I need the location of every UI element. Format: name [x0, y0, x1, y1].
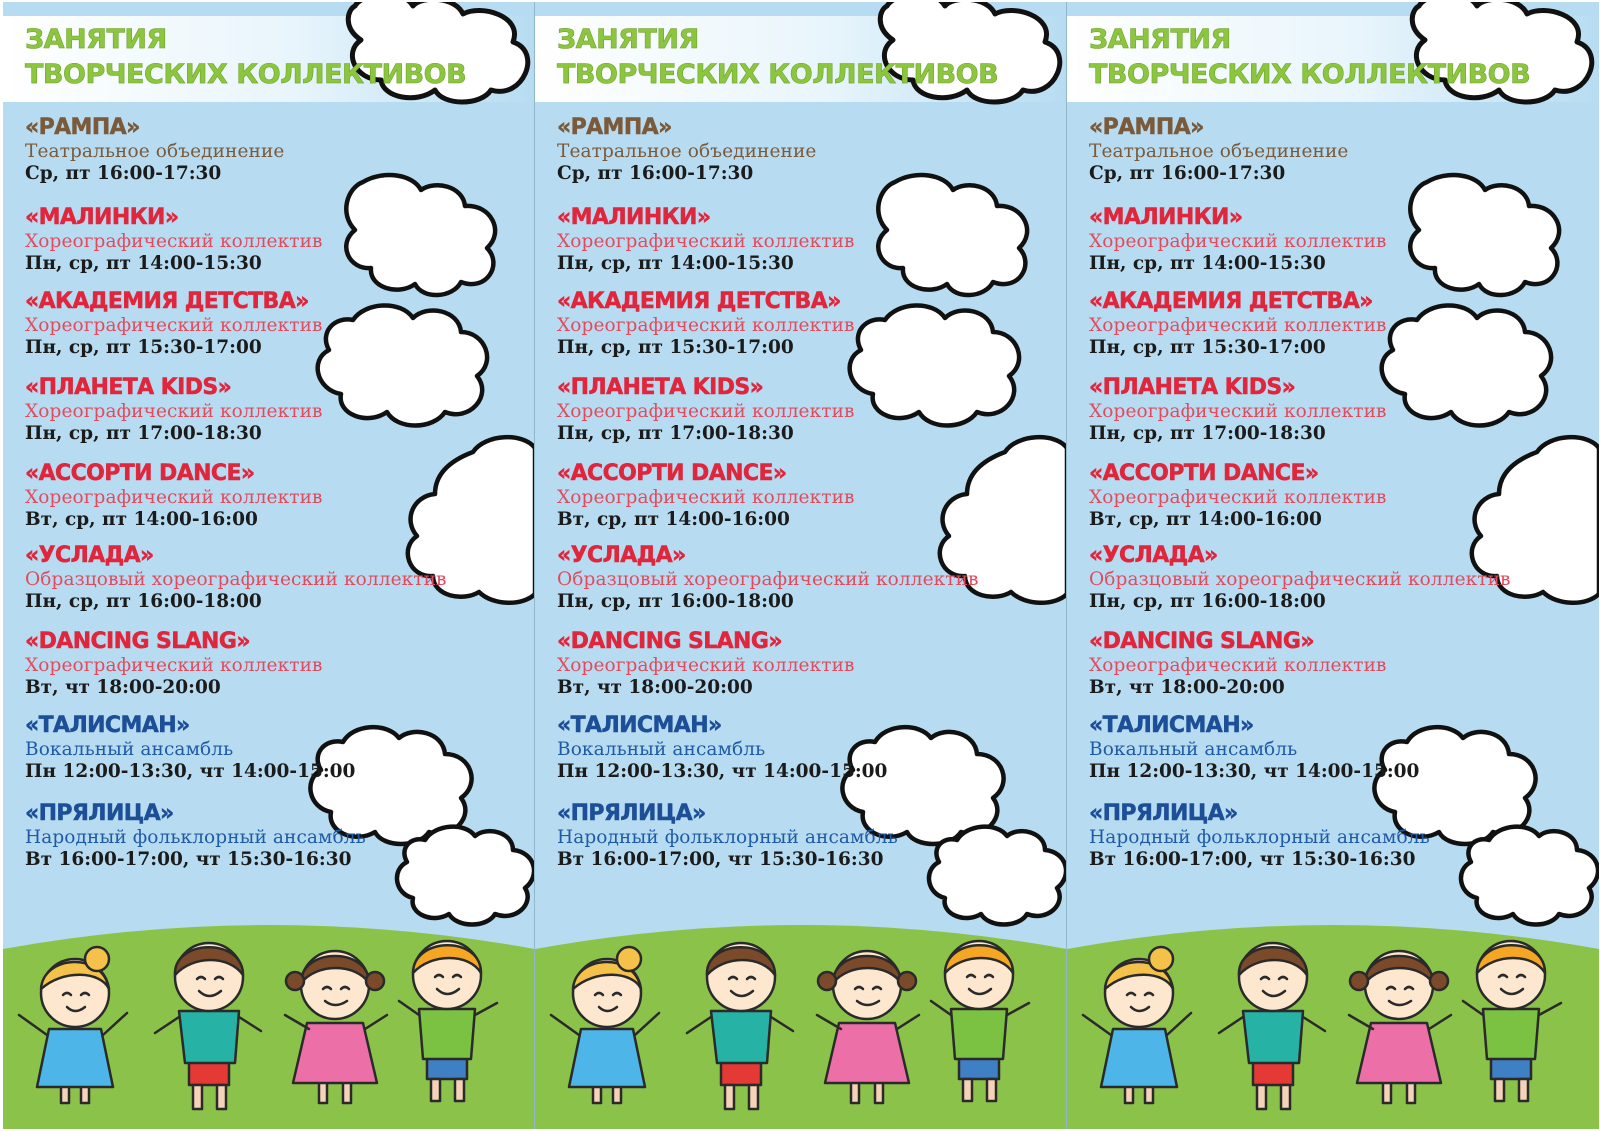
collective-type: Хореографический коллектив — [557, 231, 855, 252]
schedule-time: Вт, ср, пт 14:00-16:00 — [557, 509, 790, 530]
collective-type: Хореографический коллектив — [557, 315, 855, 336]
collective-type: Народный фольклорный ансамбль — [1089, 827, 1430, 848]
list-item — [557, 289, 1057, 359]
list-item — [557, 205, 1057, 275]
collective-name: «УСЛАДА» — [1089, 543, 1218, 568]
schedule-time: Вт 16:00-17:00, чт 15:30-16:30 — [25, 849, 352, 870]
collective-type: Хореографический коллектив — [25, 655, 323, 676]
page-title — [25, 22, 466, 92]
collective-name: «ПЛАНЕТА KIDS» — [557, 375, 764, 400]
schedule-time: Пн, ср, пт 17:00-18:30 — [25, 423, 262, 444]
schedule-time: Вт 16:00-17:00, чт 15:30-16:30 — [557, 849, 884, 870]
list-item — [25, 629, 525, 699]
list-item — [557, 115, 1057, 185]
collective-type: Хореографический коллектив — [557, 487, 855, 508]
list-item — [557, 461, 1057, 531]
collective-name: «АКАДЕМИЯ ДЕТСТВА» — [557, 289, 841, 314]
schedule-time: Вт, чт 18:00-20:00 — [25, 677, 221, 698]
collective-name: «АССОРТИ DANCE» — [1089, 461, 1319, 486]
title-line-1: ЗАНЯТИЯ — [1089, 24, 1231, 55]
list-item — [25, 543, 525, 613]
list-item — [25, 375, 525, 445]
schedule-time: Ср, пт 16:00-17:30 — [557, 163, 754, 184]
schedule-time: Пн, ср, пт 16:00-18:00 — [1089, 591, 1326, 612]
schedule-panel — [1067, 2, 1599, 1129]
collective-type: Театральное объединение — [25, 141, 285, 162]
collective-type: Вокальный ансамбль — [1089, 739, 1298, 760]
collective-name: «МАЛИНКИ» — [25, 205, 179, 230]
collective-type: Хореографический коллектив — [557, 655, 855, 676]
collective-name: «АССОРТИ DANCE» — [25, 461, 255, 486]
list-item — [1089, 115, 1589, 185]
collective-type: Образцовый хореографический коллектив — [1089, 569, 1511, 590]
schedule-time: Вт 16:00-17:00, чт 15:30-16:30 — [1089, 849, 1416, 870]
collective-name: «ТАЛИСМАН» — [25, 713, 190, 738]
collective-name: «DANCING SLANG» — [557, 629, 782, 654]
schedule-time: Пн, ср, пт 16:00-18:00 — [25, 591, 262, 612]
collective-type: Хореографический коллектив — [25, 401, 323, 422]
title-line-2: ТВОРЧЕСКИХ КОЛЛЕКТИВОВ — [25, 59, 467, 90]
list-item — [1089, 205, 1589, 275]
page-title — [1089, 22, 1530, 92]
schedule-panel — [535, 2, 1067, 1129]
page-title — [557, 22, 998, 92]
collective-name: «АКАДЕМИЯ ДЕТСТВА» — [25, 289, 309, 314]
schedule-time: Пн, ср, пт 17:00-18:30 — [557, 423, 794, 444]
schedule-time: Пн 12:00-13:30, чт 14:00-15:00 — [25, 761, 356, 782]
schedule-time: Пн, ср, пт 15:30-17:00 — [557, 337, 794, 358]
collective-name: «ПРЯЛИЦА» — [557, 801, 706, 826]
collective-name: «РАМПА» — [1089, 115, 1204, 140]
collective-name: «ПРЯЛИЦА» — [1089, 801, 1238, 826]
collective-name: «ПРЯЛИЦА» — [25, 801, 174, 826]
list-item — [557, 543, 1057, 613]
kids-on-grass — [535, 919, 1067, 1129]
collective-type: Народный фольклорный ансамбль — [557, 827, 898, 848]
title-line-1: ЗАНЯТИЯ — [557, 24, 699, 55]
collective-type: Вокальный ансамбль — [557, 739, 766, 760]
list-item — [557, 801, 1057, 871]
list-item — [1089, 375, 1589, 445]
schedule-time: Пн, ср, пт 15:30-17:00 — [1089, 337, 1326, 358]
collectives-list — [25, 115, 525, 871]
collective-name: «УСЛАДА» — [557, 543, 686, 568]
schedule-time: Пн, ср, пт 15:30-17:00 — [25, 337, 262, 358]
schedule-time: Ср, пт 16:00-17:30 — [1089, 163, 1286, 184]
list-item — [1089, 713, 1589, 783]
collective-type: Народный фольклорный ансамбль — [25, 827, 366, 848]
list-item — [25, 713, 525, 783]
collective-name: «ПЛАНЕТА KIDS» — [1089, 375, 1296, 400]
list-item — [1089, 801, 1589, 871]
schedule-time: Пн 12:00-13:30, чт 14:00-15:00 — [557, 761, 888, 782]
schedule-time: Пн, ср, пт 14:00-15:30 — [25, 253, 262, 274]
collective-type: Хореографический коллектив — [1089, 655, 1387, 676]
collective-type: Хореографический коллектив — [557, 401, 855, 422]
collective-type: Образцовый хореографический коллектив — [557, 569, 979, 590]
list-item — [1089, 461, 1589, 531]
collectives-list — [1089, 115, 1589, 871]
title-line-1: ЗАНЯТИЯ — [25, 24, 167, 55]
schedule-time: Вт, чт 18:00-20:00 — [1089, 677, 1285, 698]
collective-name: «ТАЛИСМАН» — [557, 713, 722, 738]
collective-name: «АССОРТИ DANCE» — [557, 461, 787, 486]
list-item — [25, 289, 525, 359]
collective-type: Хореографический коллектив — [1089, 487, 1387, 508]
list-item — [25, 115, 525, 185]
collective-type: Театральное объединение — [557, 141, 817, 162]
schedule-time: Ср, пт 16:00-17:30 — [25, 163, 222, 184]
schedule-time: Пн, ср, пт 14:00-15:30 — [557, 253, 794, 274]
schedule-time: Вт, ср, пт 14:00-16:00 — [25, 509, 258, 530]
schedule-time: Пн, ср, пт 14:00-15:30 — [1089, 253, 1326, 274]
collective-type: Хореографический коллектив — [1089, 231, 1387, 252]
list-item — [1089, 289, 1589, 359]
collective-type: Образцовый хореографический коллектив — [25, 569, 447, 590]
collective-name: «DANCING SLANG» — [1089, 629, 1314, 654]
list-item — [25, 801, 525, 871]
collective-name: «МАЛИНКИ» — [1089, 205, 1243, 230]
collective-type: Хореографический коллектив — [1089, 401, 1387, 422]
schedule-time: Пн 12:00-13:30, чт 14:00-15:00 — [1089, 761, 1420, 782]
schedule-time: Вт, ср, пт 14:00-16:00 — [1089, 509, 1322, 530]
list-item — [557, 713, 1057, 783]
collective-name: «ПЛАНЕТА KIDS» — [25, 375, 232, 400]
collective-name: «МАЛИНКИ» — [557, 205, 711, 230]
schedule-time: Пн, ср, пт 17:00-18:30 — [1089, 423, 1326, 444]
collective-type: Хореографический коллектив — [25, 315, 323, 336]
title-line-2: ТВОРЧЕСКИХ КОЛЛЕКТИВОВ — [1089, 59, 1531, 90]
kids-on-grass — [3, 919, 535, 1129]
title-line-2: ТВОРЧЕСКИХ КОЛЛЕКТИВОВ — [557, 59, 999, 90]
collective-name: «УСЛАДА» — [25, 543, 154, 568]
schedule-panel — [3, 2, 535, 1129]
list-item — [557, 629, 1057, 699]
list-item — [1089, 543, 1589, 613]
collective-type: Хореографический коллектив — [25, 231, 323, 252]
collective-type: Вокальный ансамбль — [25, 739, 234, 760]
collective-type: Хореографический коллектив — [25, 487, 323, 508]
schedule-time: Пн, ср, пт 16:00-18:00 — [557, 591, 794, 612]
schedule-time: Вт, чт 18:00-20:00 — [557, 677, 753, 698]
list-item — [557, 375, 1057, 445]
list-item — [1089, 629, 1589, 699]
collectives-list — [557, 115, 1057, 871]
collective-name: «DANCING SLANG» — [25, 629, 250, 654]
kids-on-grass — [1067, 919, 1599, 1129]
list-item — [25, 205, 525, 275]
collective-name: «РАМПА» — [25, 115, 140, 140]
collective-name: «ТАЛИСМАН» — [1089, 713, 1254, 738]
collective-type: Хореографический коллектив — [1089, 315, 1387, 336]
list-item — [25, 461, 525, 531]
collective-name: «АКАДЕМИЯ ДЕТСТВА» — [1089, 289, 1373, 314]
collective-type: Театральное объединение — [1089, 141, 1349, 162]
collective-name: «РАМПА» — [557, 115, 672, 140]
